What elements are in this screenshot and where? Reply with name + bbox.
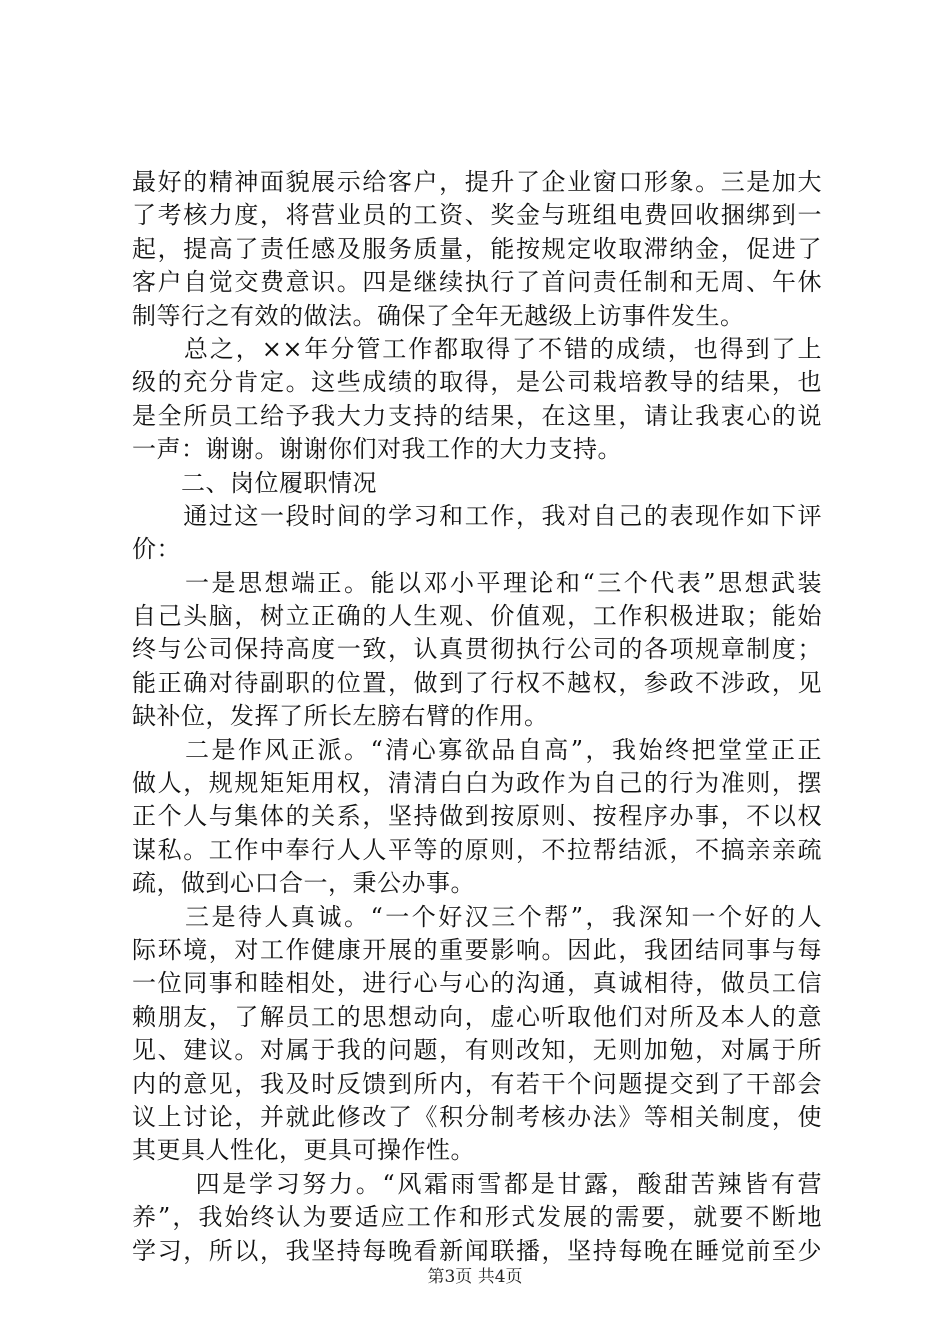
text-line: 制等行之有效的做法。确保了全年无越级上访事件发生。 xyxy=(132,301,745,330)
text-line: 养”，我始终认为要适应工作和形式发展的需要，就要不断地 xyxy=(132,1203,822,1232)
text-line: 见、建议。对属于我的问题，有则改知，无则加勉，对属于所 xyxy=(132,1036,822,1065)
text-line: 能正确对待副职的位置，做到了行权不越权，参政不涉政，见 xyxy=(132,668,822,697)
text-line: 是全所员工给予我大力支持的结果，在这里，请让我衷心的说 xyxy=(132,401,822,430)
text-line: 做人，规规矩矩用权，清清白白为政作为自己的行为准则，摆 xyxy=(132,769,822,798)
body-text xyxy=(132,166,822,1268)
text-line: 正个人与集体的关系，坚持做到按原则、按程序办事，不以权 xyxy=(132,802,822,831)
text-line: 二是作风正派。“清心寡欲品自高”，我始终把堂堂正正 xyxy=(132,735,822,764)
text-line: 价： xyxy=(132,535,181,564)
text-line: 疏，做到心口合一，秉公办事。 xyxy=(132,869,475,898)
text-line: 际环境，对工作健康开展的重要影响。因此，我团结同事与每 xyxy=(132,935,822,964)
text-line: 客户自觉交费意识。四是继续执行了首问责任制和无周、午休 xyxy=(132,268,822,297)
text-line: 谋私。工作中奉行人人平等的原则，不拉帮结派，不搞亲亲疏 xyxy=(132,835,822,864)
text-line: 通过这一段时间的学习和工作，我对自己的表现作如下评 xyxy=(132,501,822,530)
text-line: 缺补位，发挥了所长左膀右臂的作用。 xyxy=(132,702,549,731)
text-line: 终与公司保持高度一致，认真贯彻执行公司的各项规章制度； xyxy=(132,635,822,664)
text-line: 三是待人真诚。“一个好汉三个帮”，我深知一个好的人 xyxy=(132,902,822,931)
text-line: 其更具人性化，更具可操作性。 xyxy=(132,1136,475,1165)
text-line: 级的充分肯定。这些成绩的取得，是公司栽培教导的结果，也 xyxy=(132,368,822,397)
text-line: 四是学习努力。“风霜雨雪都是甘露，酸甜苦辣皆有营 xyxy=(132,1169,822,1198)
text-line: 一位同事和睦相处，进行心与心的沟通，真诚相待，做员工信 xyxy=(132,969,822,998)
text-line: 自己头脑，树立正确的人生观、价值观，工作积极进取；能始 xyxy=(132,602,822,631)
text-line: 赖朋友，了解员工的思想动向，虚心听取他们对所及本人的意 xyxy=(132,1002,822,1031)
text-line: 学习，所以，我坚持每晚看新闻联播，坚持每晚在睡觉前至少 xyxy=(132,1236,822,1265)
text-line: 了考核力度，将营业员的工资、奖金与班组电费回收捆绑到一 xyxy=(132,201,822,230)
text-line: 议上讨论，并就此修改了《积分制考核办法》等相关制度，使 xyxy=(132,1102,822,1131)
text-line: 总之，××年分管工作都取得了不错的成绩，也得到了上 xyxy=(132,334,822,363)
text-line: 起，提高了责任感及服务质量，能按规定收取滞纳金，促进了 xyxy=(132,234,822,263)
text-line: 内的意见，我及时反馈到所内，有若干个问题提交到了干部会 xyxy=(132,1069,822,1098)
section-heading: 二、岗位履职情况 xyxy=(132,468,377,497)
page-footer: 第3页 共4页 xyxy=(427,1267,523,1287)
text-line: 一声：谢谢。谢谢你们对我工作的大力支持。 xyxy=(132,435,622,464)
text-line: 最好的精神面貌展示给客户，提升了企业窗口形象。三是加大 xyxy=(132,168,822,196)
text-line: 一是思想端正。能以邓小平理论和“三个代表”思想武装 xyxy=(132,568,822,597)
